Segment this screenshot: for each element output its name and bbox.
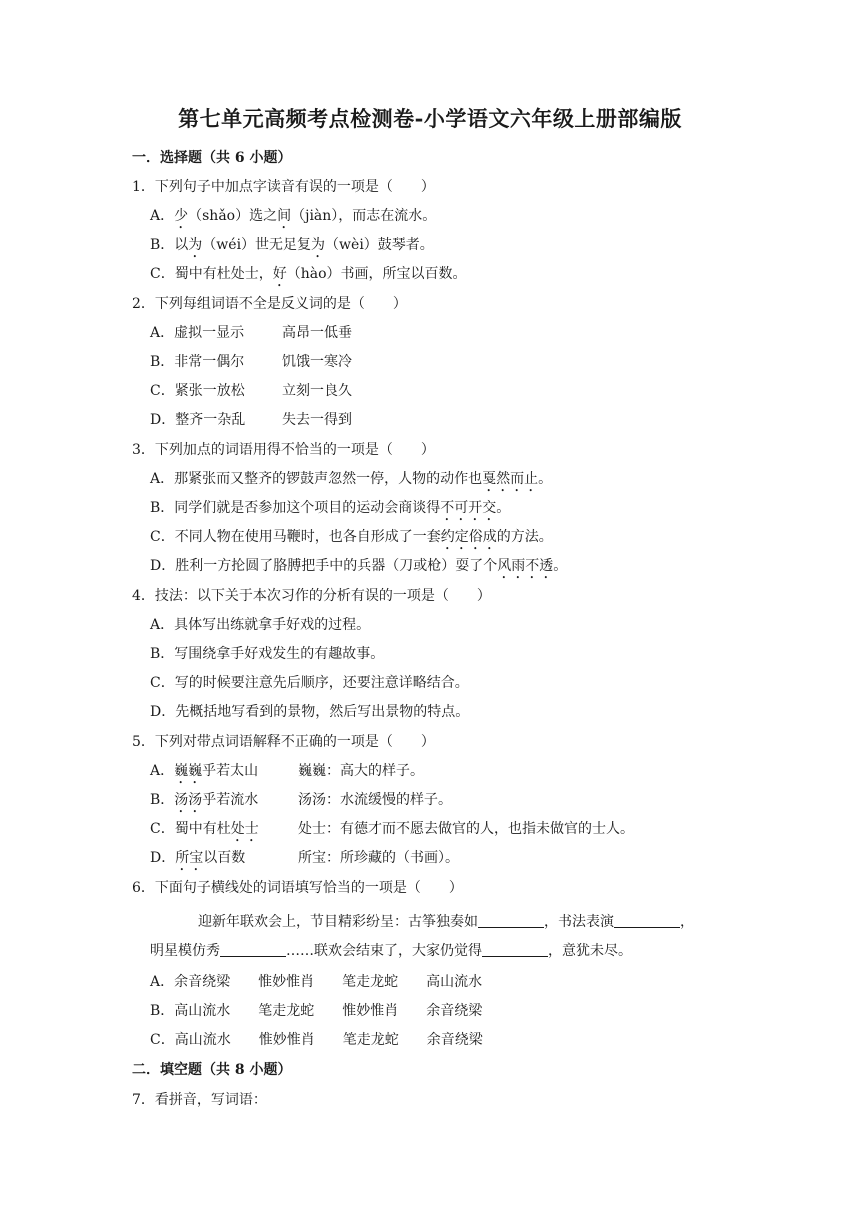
option-text: A．: [150, 208, 175, 224]
option-explanation: 所宝：所珍藏的（书画）。: [298, 850, 459, 866]
question-6-option-b: B．高山流水 笔走龙蛇 惟妙惟肖 余音绕梁: [150, 1003, 483, 1019]
question-1-option-c: [150, 264, 467, 290]
passage-text: ，: [680, 914, 694, 930]
dotted-word: 约定俗成: [440, 529, 497, 545]
option-text: D．: [150, 850, 176, 866]
dotted-char: 好: [272, 266, 287, 282]
option-text: 以百数: [203, 850, 246, 866]
question-2-option-b: [150, 352, 352, 372]
answer-blank[interactable]: [482, 942, 548, 957]
option-right: 失去一得到: [282, 412, 352, 428]
option-text: C．蜀中有杜处士，: [150, 266, 273, 282]
option-left: D．整齐一杂乱: [150, 412, 246, 428]
question-4-option-a: A．具体写出练就拿手好戏的过程。: [150, 617, 371, 633]
question-3-option-d: [150, 556, 567, 582]
option-left: C．紧张一放松: [150, 383, 245, 399]
question-4-option-b: B．写围绕拿手好戏发生的有趣故事。: [150, 646, 385, 662]
question-2-option-a: [150, 323, 352, 343]
option-text: （hào）书画，所宝以百数。: [286, 266, 467, 282]
option-left: A．虚拟一显示: [150, 325, 245, 341]
dotted-word: 风雨不透: [497, 558, 554, 574]
question-2-option-d: [150, 410, 352, 430]
option-text: （wèi）鼓琴者。: [325, 237, 434, 253]
option-text: D．胜利一方抡圆了胳膊把手中的兵器（刀或枪）耍了个: [150, 558, 498, 574]
question-6-option-c: C．高山流水 惟妙惟肖 笔走龙蛇 余音绕梁: [150, 1032, 483, 1048]
option-text: B．: [150, 792, 175, 808]
dotted-word: 巍巍: [174, 763, 203, 779]
option-right: 立刻一良久: [282, 383, 352, 399]
question-4-option-d: D．先概括地写看到的景物，然后写出景物的特点。: [150, 704, 470, 720]
answer-blank[interactable]: [478, 913, 544, 928]
option-text: 乎若太山: [202, 763, 259, 779]
option-text: C．不同人物在使用马鞭时，也各自形成了一套: [150, 529, 441, 545]
question-6-option-a: A．余音绕梁 惟妙惟肖 笔走龙蛇 高山流水: [150, 974, 483, 990]
option-left: B．非常一偶尔: [150, 354, 245, 370]
option-text: 。: [496, 500, 511, 516]
question-3-stem: 3．下列加点的词语用得不恰当的一项是（ ）: [132, 442, 435, 458]
question-7-stem: 7．看拼音，写词语：: [132, 1092, 267, 1108]
question-5-option-a: [150, 761, 424, 787]
dotted-char: 为: [188, 237, 203, 253]
dotted-char: 为: [311, 237, 326, 253]
dotted-word: 所宝: [175, 850, 204, 866]
dotted-word: 不可开交: [440, 500, 497, 516]
option-explanation: 巍巍：高大的样子。: [298, 763, 424, 779]
answer-blank[interactable]: [220, 942, 286, 957]
question-6-stem: 6．下面句子横线处的词语填写恰当的一项是（ ）: [132, 880, 463, 896]
option-text: C．蜀中有杜: [150, 821, 231, 837]
option-text: A．: [150, 763, 175, 779]
option-explanation: 处士：有德才而不愿去做官的人，也指未做官的士人。: [298, 821, 634, 837]
question-1-option-a: [150, 206, 436, 232]
option-text: （jiàn），而志在流水。: [291, 208, 437, 224]
question-5-option-c: [150, 819, 634, 845]
option-text: A．那紧张而又整齐的锣鼓声忽然一停，人物的动作也: [150, 471, 483, 487]
option-text: （wéi）世无足复: [202, 237, 312, 253]
option-text: 乎若流水: [202, 792, 259, 808]
option-text: （shǎo）选之: [188, 208, 278, 224]
question-1-option-b: [150, 235, 434, 261]
passage-text: 明星模仿秀: [150, 943, 220, 959]
question-6-passage-line-1: [198, 912, 694, 932]
question-1-stem: 1．下列句子中加点字读音有误的一项是（ ）: [132, 179, 435, 195]
question-3-option-b: [150, 498, 510, 524]
question-3-option-a: [150, 469, 552, 495]
question-5-option-d: [150, 848, 459, 874]
dotted-word: 汤汤: [174, 792, 203, 808]
dotted-char: 间: [277, 208, 292, 224]
option-explanation: 汤汤：水流缓慢的样子。: [298, 792, 452, 808]
dotted-word: 处士: [230, 821, 259, 837]
passage-text: 迎新年联欢会上，节目精彩纷呈：古筝独奏如: [198, 914, 478, 930]
question-6-passage-line-2: [150, 941, 632, 961]
passage-text: ……联欢会结束了，大家仍觉得: [286, 943, 482, 959]
option-text: 。: [553, 558, 568, 574]
option-text: 的方法。: [496, 529, 553, 545]
option-right: 高昂一低垂: [282, 325, 352, 341]
question-4-option-c: C．写的时候要注意先后顺序，还要注意详略结合。: [150, 675, 469, 691]
option-text: B．以: [150, 237, 189, 253]
question-3-option-c: [150, 527, 553, 553]
question-4-stem: 4．技法：以下关于本次习作的分析有误的一项是（ ）: [132, 588, 491, 604]
question-2-option-c: [150, 381, 352, 401]
passage-text: ，书法表演: [544, 914, 614, 930]
question-5-option-b: [150, 790, 452, 816]
answer-blank[interactable]: [614, 913, 680, 928]
section-heading-fill: 二．填空题（共 8 小题）: [132, 1062, 292, 1078]
question-2-stem: 2．下列每组词语不全是反义词的是（ ）: [132, 296, 407, 312]
section-heading-choice: 一．选择题（共 6 小题）: [132, 150, 292, 166]
option-right: 饥饿一寒冷: [282, 354, 352, 370]
dotted-char: 少: [174, 208, 189, 224]
option-text: B．同学们就是否参加这个项目的运动会商谈得: [150, 500, 441, 516]
page-title: 第七单元高频考点检测卷-小学语文六年级上册部编版: [178, 106, 682, 131]
passage-text: ，意犹未尽。: [548, 943, 632, 959]
question-5-stem: 5．下列对带点词语解释不正确的一项是（ ）: [132, 734, 435, 750]
dotted-word: 戛然而止: [482, 471, 539, 487]
option-text: 。: [538, 471, 553, 487]
